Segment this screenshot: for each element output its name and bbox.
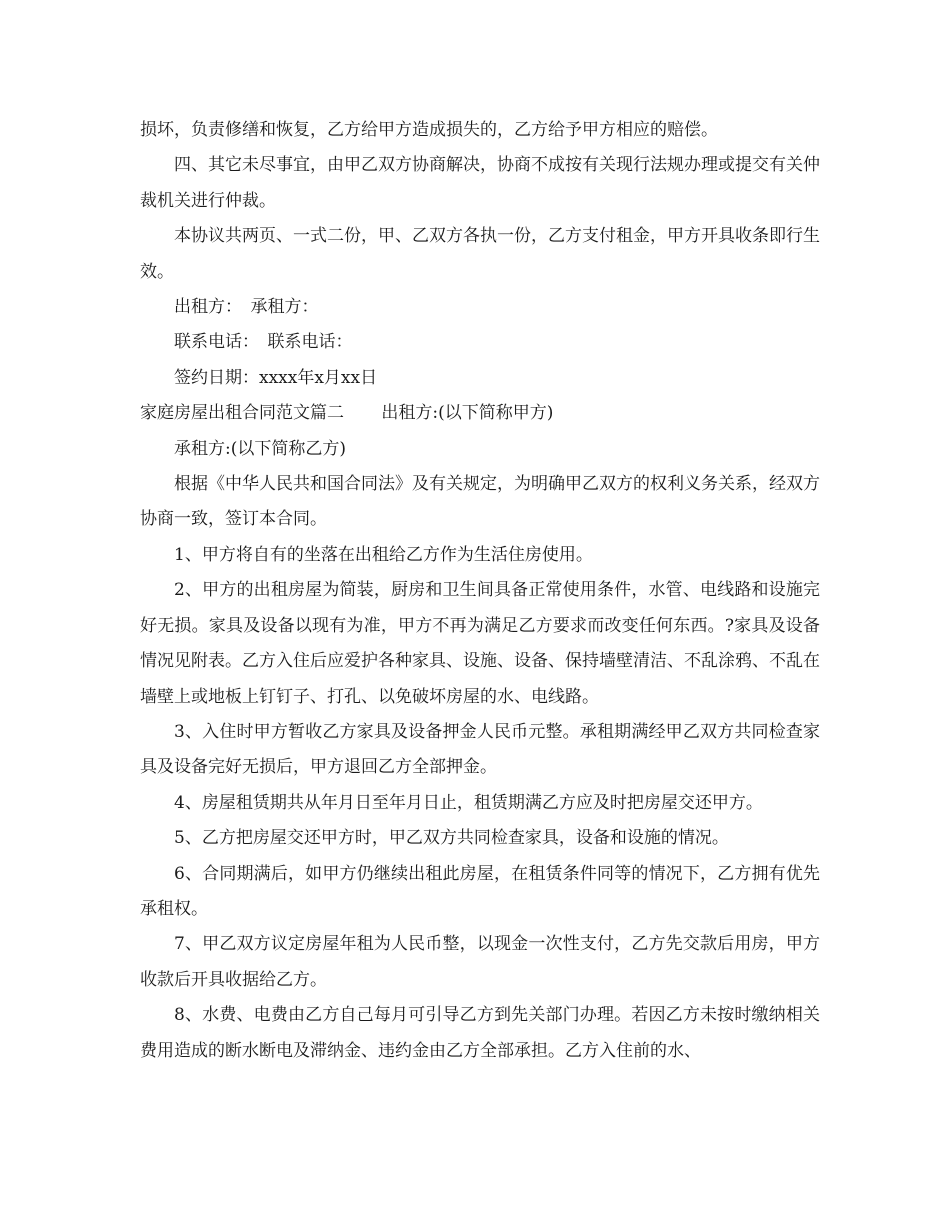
clause-3: 3、入住时甲方暂收乙方家具及设备押金人民币元整。承租期满经甲乙双方共同检查家具及设备完好无损后，甲方退回乙方全部押金。 — [140, 721, 820, 778]
signature-date-line: 签约日期：xxxx年x月xx日 — [174, 367, 378, 388]
paragraph-other-matters: 四、其它未尽事宜，由甲乙双方协商解决，协商不成按有关现行法规办理或提交有关仲裁机关进行仲裁。 — [140, 155, 820, 211]
paragraph-damage-clause: 损坏，负责修缮和恢复，乙方给甲方造成损失的，乙方给予甲方相应的赔偿。 — [140, 120, 718, 140]
section-heading-line — [140, 396, 820, 431]
signature-phone-line: 联系电话： 联系电话： — [174, 332, 353, 353]
party-a-label: 出租方:(以下简称甲方) — [381, 403, 554, 424]
document-body — [140, 113, 820, 1069]
clause-5: 5、乙方把房屋交还甲方时，甲乙双方共同检查家具，设备和设施的情况。 — [174, 828, 729, 849]
party-b-label: 承租方:(以下简称乙方) — [174, 438, 346, 459]
clause-6: 6、合同期满后，如甲方仍继续出租此房屋，在租赁条件同等的情况下，乙方拥有优先承租权。 — [140, 863, 820, 919]
paragraph-legal-basis: 根据《中华人民共和国合同法》及有关规定，为明确甲乙双方的权利义务关系，经双方协商一致，签订本合同。 — [140, 474, 820, 530]
clause-1: 1、甲方将自有的坐落在出租给乙方作为生活住房使用。 — [174, 544, 593, 565]
signature-parties-line: 出租方： 承租方： — [174, 297, 319, 318]
clause-8: 8、水费、电费由乙方自己每月可引导乙方到先关部门办理。若因乙方未按时缴纳相关费用造成的断水断电及滞纳金、违约金由乙方全部承担。乙方入住前的水、 — [140, 1005, 820, 1061]
paragraph-agreement-copies: 本协议共两页、一式二份，甲、乙双方各执一份，乙方支付租金，甲方开具收条即行生效。 — [140, 226, 820, 282]
clause-2: 2、甲方的出租房屋为简装，厨房和卫生间具备正常使用条件，水管、电线路和设施完好无损。家具及设备以现有为准，甲方不再为满足乙方要求而改变任何东西。?家具及设备情况见附表。乙方入住后应爱护各种家具、设施、设备、保持墙壁清洁、不乱涂鸦、不乱在墙壁上或地板上钉钉子、打孔、以免破坏房屋的水、电线路。 — [140, 580, 820, 707]
clause-4: 4、房屋租赁期共从年月日至年月日止，租赁期满乙方应及时把房屋交还甲方。 — [174, 792, 763, 813]
clause-7: 7、甲乙双方议定房屋年租为人民币整，以现金一次性支付，乙方先交款后用房，甲方收款后开具收据给乙方。 — [140, 934, 820, 990]
section-title: 家庭房屋出租合同范文篇二 — [140, 403, 344, 424]
